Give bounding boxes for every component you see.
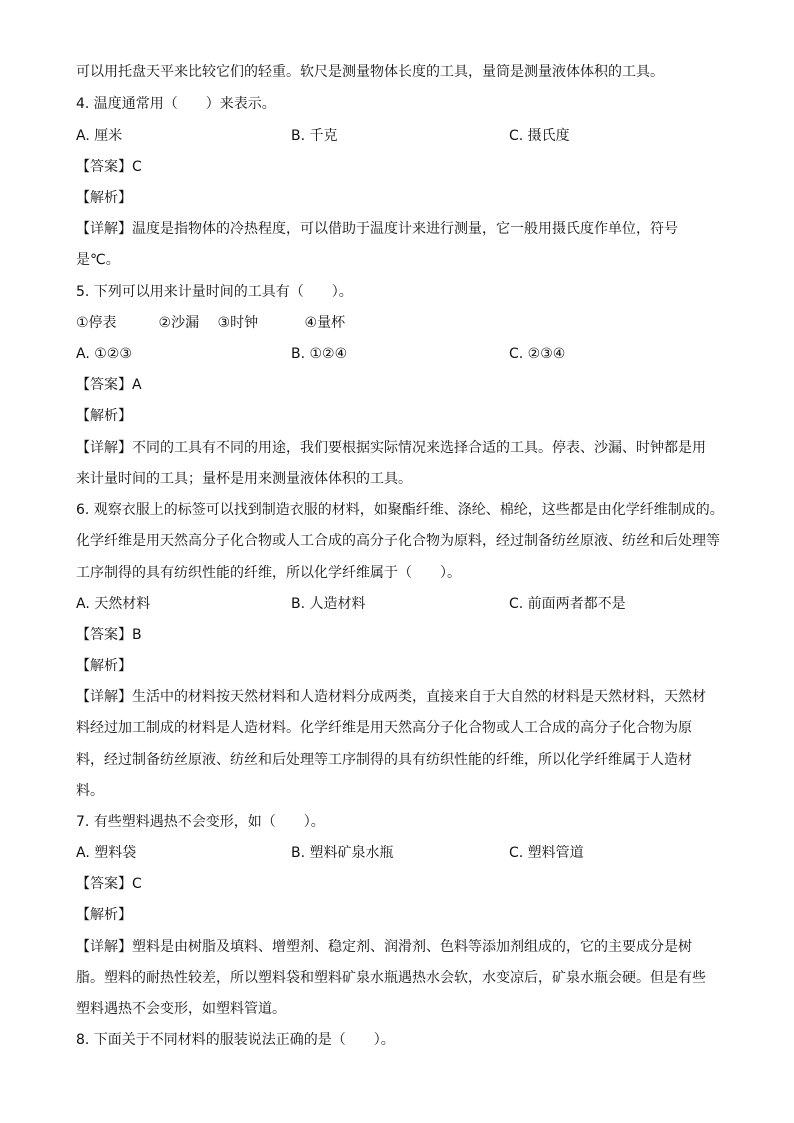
answer-label: 【答案】C (76, 876, 142, 892)
q5-option-a: A. ①②③ (76, 346, 132, 362)
explanation-text: 【详解】生活中的材料按天然材料和人造材料分成两类，直接来自于大自然的材料是天然材料，天然材 (76, 689, 706, 705)
question-8: 8. 下面关于不同材料的服装说法正确的是（ ）。 (76, 1032, 395, 1048)
question-4: 4. 温度通常用（ ）来表示。 (76, 96, 276, 112)
explanation-text: 【详解】温度是指物体的冷热程度，可以借助于温度计来进行测量，它一般用摄氏度作单位，符号 (76, 221, 678, 237)
question-6: 化学纤维是用天然高分子化合物或人工合成的高分子化合物为原料，经过制备纺丝原液、纺丝和后处理等 (76, 533, 720, 549)
q6-option-b: B. 人造材料 (291, 596, 366, 612)
answer-label: 【答案】B (76, 627, 142, 643)
q4-option-b: B. 千克 (291, 128, 338, 144)
text-line: 可以用托盘天平来比较它们的轻重。软尺是测量物体长度的工具，量筒是测量液体体积的工具。 (76, 64, 664, 80)
q4-option-a: A. 厘米 (76, 128, 123, 144)
question-6: 6. 观察衣服上的标签可以找到制造衣服的材料，如聚酯纤维、涤纶、棉纶，这些都是由化学纤维制成的。 (76, 502, 724, 518)
explanation-text: 脂。塑料的耐热性较差，所以塑料袋和塑料矿泉水瓶遇热水会软，水变凉后，矿泉水瓶会硬。但是有些 (76, 970, 706, 986)
question-7: 7. 有些塑料遇热不会变形，如（ ）。 (76, 814, 325, 830)
explanation-text: 料，经过制备纺丝原液、纺丝和后处理等工序制得的具有纺织性能的纤维，所以化学纤维属于人造材 (76, 752, 692, 768)
question-5: 5. 下列可以用来计量时间的工具有（ ）。 (76, 284, 353, 300)
q6-option-a: A. 天然材料 (76, 596, 151, 612)
answer-label: 【答案】C (76, 159, 142, 175)
explanation-text: 塑料遇热不会变形，如塑料管道。 (76, 1001, 286, 1017)
question-5-items: ①停表 ②沙漏 ③时钟 ④量杯 (76, 315, 346, 331)
explanation-text: 【详解】不同的工具有不同的用途，我们要根据实际情况来选择合适的工具。停表、沙漏、时钟都是用 (76, 440, 706, 456)
q4-option-c: C. 摄氏度 (509, 128, 570, 144)
q7-option-c: C. 塑料管道 (509, 845, 584, 861)
analysis-label: 【解析】 (76, 907, 132, 923)
analysis-label: 【解析】 (76, 658, 132, 674)
q7-option-b: B. 塑料矿泉水瓶 (291, 845, 394, 861)
explanation-text: 【详解】塑料是由树脂及填料、增塑剂、稳定剂、润滑剂、色料等添加剂组成的，它的主要成分是树 (76, 939, 692, 955)
q5-option-b: B. ①②④ (291, 346, 348, 362)
answer-label: 【答案】A (76, 377, 142, 393)
analysis-label: 【解析】 (76, 190, 132, 206)
q5-option-c: C. ②③④ (509, 346, 566, 362)
explanation-text: 料。 (76, 783, 104, 799)
question-6: 工序制得的具有纺织性能的纤维，所以化学纤维属于（ ）。 (76, 565, 461, 581)
analysis-label: 【解析】 (76, 408, 132, 424)
explanation-text: 是℃。 (76, 252, 120, 268)
explanation-text: 料经过加工制成的材料是人造材料。化学纤维是用天然高分子化合物或人工合成的高分子化合物为原 (76, 720, 692, 736)
explanation-text: 来计量时间的工具；量杯是用来测量液体体积的工具。 (76, 471, 412, 487)
q7-option-a: A. 塑料袋 (76, 845, 137, 861)
q6-option-c: C. 前面两者都不是 (509, 596, 626, 612)
